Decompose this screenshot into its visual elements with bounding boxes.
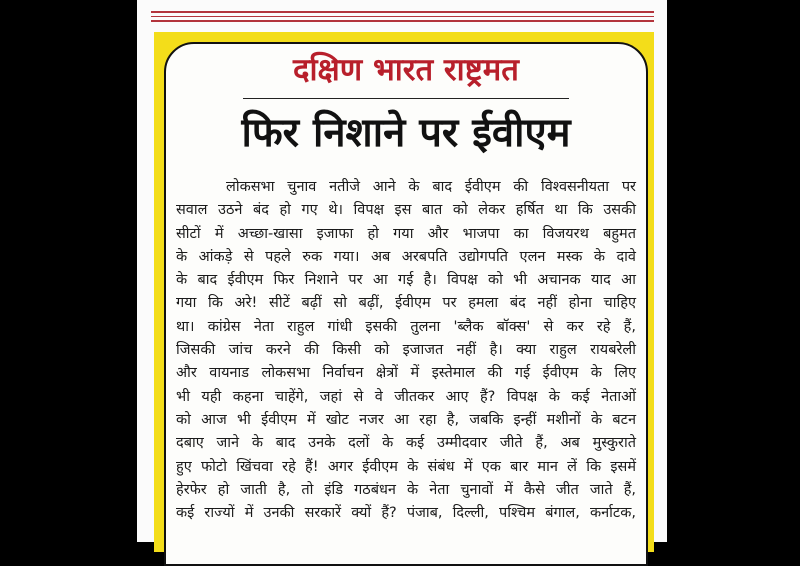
top-rule <box>151 11 654 13</box>
editorial-box <box>164 42 648 566</box>
headline: फिर निशाने पर ईवीएम <box>241 110 571 156</box>
body-line: गया कि अरे! सीटें बढ़ीं सो बढ़ीं, ईवीएम पर हमला बंद नहीं होना चाहिए <box>176 295 636 312</box>
top-rule <box>151 20 654 22</box>
top-rule <box>151 16 654 17</box>
body-line: सीटों में अच्छा-खासा इजाफा हो गया और भाजपा का विजयरथ बहुमत <box>176 225 636 242</box>
publication-name: दक्षिण भारत राष्ट्रमत <box>293 52 519 88</box>
body-line: भी यही कहना चाहेंगे, जहां से वे जीतकर आए हैं? विपक्ष के कई नेताओं <box>176 388 636 405</box>
body-line: के आंकड़े से पहले रुक गया। अब अरबपति उद्योगपति एलन मस्क के दावे <box>176 248 636 265</box>
body-line: जिसकी जांच करने की किसी को इजाजत नहीं है। क्या राहुल रायबरेली <box>176 342 636 359</box>
body-line: हुए फोटो खिंचवा रहे हैं! अगर ईवीएम के संबंध में एक बार मान लें कि इसमें <box>176 458 636 475</box>
newspaper-page <box>137 0 667 542</box>
body-line: और वायनाड लोकसभा निर्वाचन क्षेत्रों में इस्तेमाल की गई ईवीएम के लिए <box>176 365 636 382</box>
body-line: के बाद ईवीएम फिर निशाने पर आ गई है। विपक्ष को भी अचानक याद आ <box>176 272 636 289</box>
masthead-underline <box>243 98 569 99</box>
body-line: दबाए जाने के बाद उनके दलों के कई उम्मीदवार जीते हैं, अब मुस्कुराते <box>176 435 636 452</box>
body-line: सवाल उठने बंद हो गए थे। विपक्ष इस बात को लेकर हर्षित था कि उसकी <box>176 202 636 219</box>
body-line: को आज भी ईवीएम में खोट नजर आ रहा है, जबकि इन्हीं मशीनों के बटन <box>176 411 636 428</box>
body-line: लोकसभा चुनाव नतीजे आने के बाद ईवीएम की विश्वसनीयता पर <box>226 179 636 195</box>
article-body <box>176 176 636 525</box>
body-line: हेरफेर हो जाती है, तो इंडि गठबंधन के नेता चुनावों में कैसे जीत जाते हैं, <box>176 481 636 498</box>
body-line: कई राज्यों में उनकी सरकारें क्यों हैं? पंजाब, दिल्ली, पश्चिम बंगाल, कर्नाटक, <box>176 505 636 522</box>
body-line: था। कांग्रेस नेता राहुल गांधी इसकी तुलना 'ब्लैक बॉक्स' से कर रहे हैं, <box>176 318 636 335</box>
